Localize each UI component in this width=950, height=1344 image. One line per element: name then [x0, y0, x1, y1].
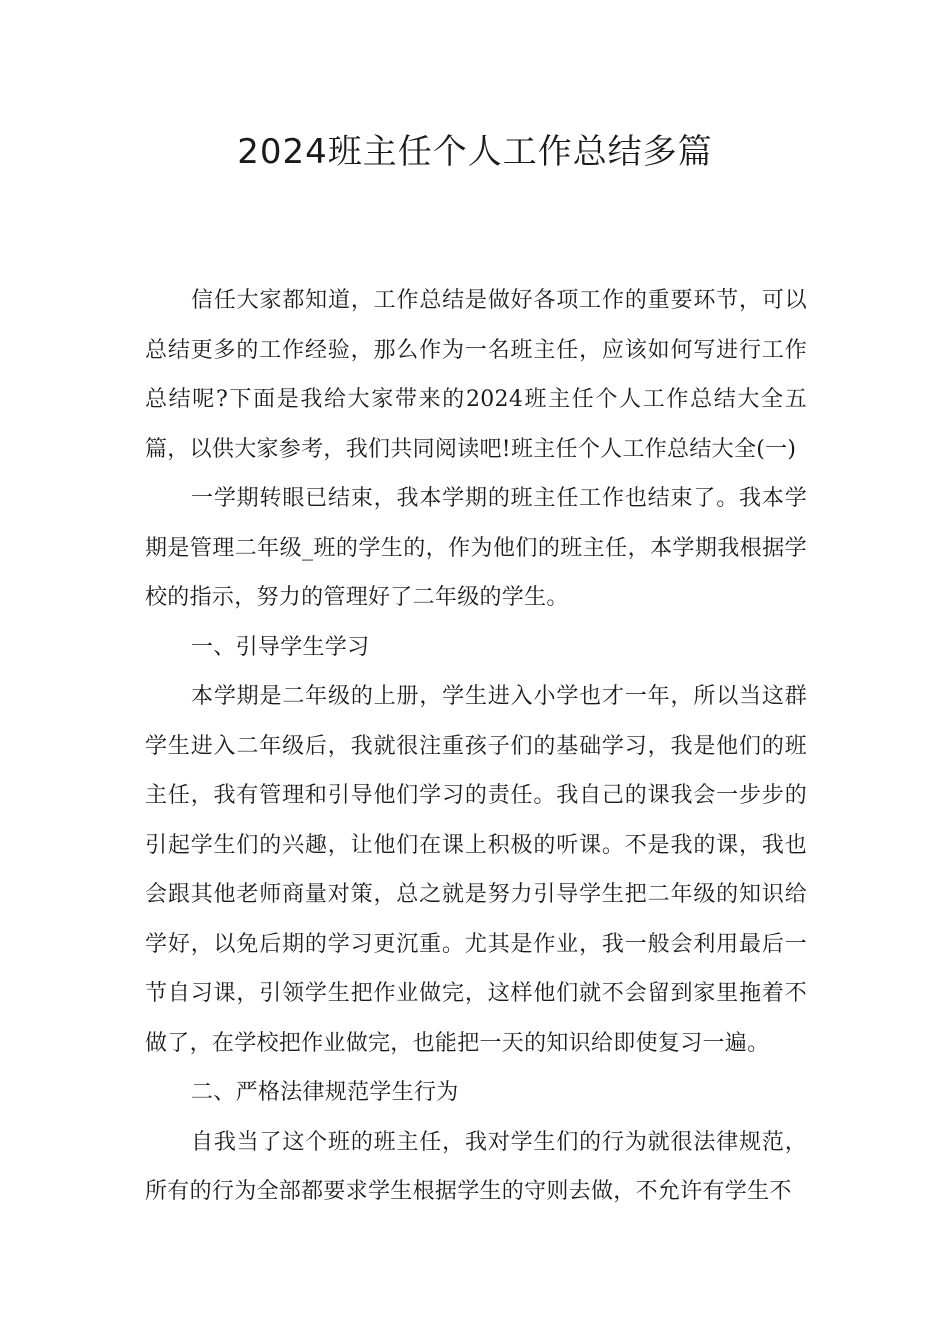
section-heading-regulate-behavior: 二、严格法律规范学生行为	[191, 1080, 459, 1105]
intro-paragraph: 信任大家都知道，工作总结是做好各项工作的重要环节，可以总结更多的工作经验，那么作为一名班主任，应该如何写进行工作总结呢?下面是我给大家带来的2024班主任个人工作总结大全五篇，以供大家参考，我们共同阅读吧!班主任个人工作总结大全(一)	[145, 288, 807, 462]
document-title: 2024班主任个人工作总结多篇	[237, 132, 713, 172]
document-body	[145, 276, 807, 1217]
regulate-behavior-paragraph: 自我当了这个班的班主任，我对学生们的行为就很法律规范，所有的行为全部都要求学生根据学生的守则去做，不允许有学生不	[145, 1129, 807, 1204]
semester-summary-paragraph: 一学期转眼已结束，我本学期的班主任工作也结束了。我本学期是管理二年级_班的学生的，作为他们的班主任，本学期我根据学校的指示，努力的管理好了二年级的学生。	[145, 486, 807, 610]
section-heading-guide-learning: 一、引导学生学习	[191, 634, 370, 660]
guide-learning-paragraph: 本学期是二年级的上册，学生进入小学也才一年，所以当这群学生进入二年级后，我就很注重孩子们的基础学习，我是他们的班主任，我有管理和引导他们学习的责任。我自己的课我会一步步的引起学生们的兴趣，让他们在课上积极的听课。不是我的课，我也会跟其他老师商量对策，总之就是努力引导学生把二年级的知识给学好，以免后期的学习更沉重。尤其是作业，我一般会利用最后一节自习课，引领学生把作业做完，这样他们就不会留到家里拖着不做了，在学校把作业做完，也能把一天的知识给即使复习一遍。	[145, 684, 807, 1056]
